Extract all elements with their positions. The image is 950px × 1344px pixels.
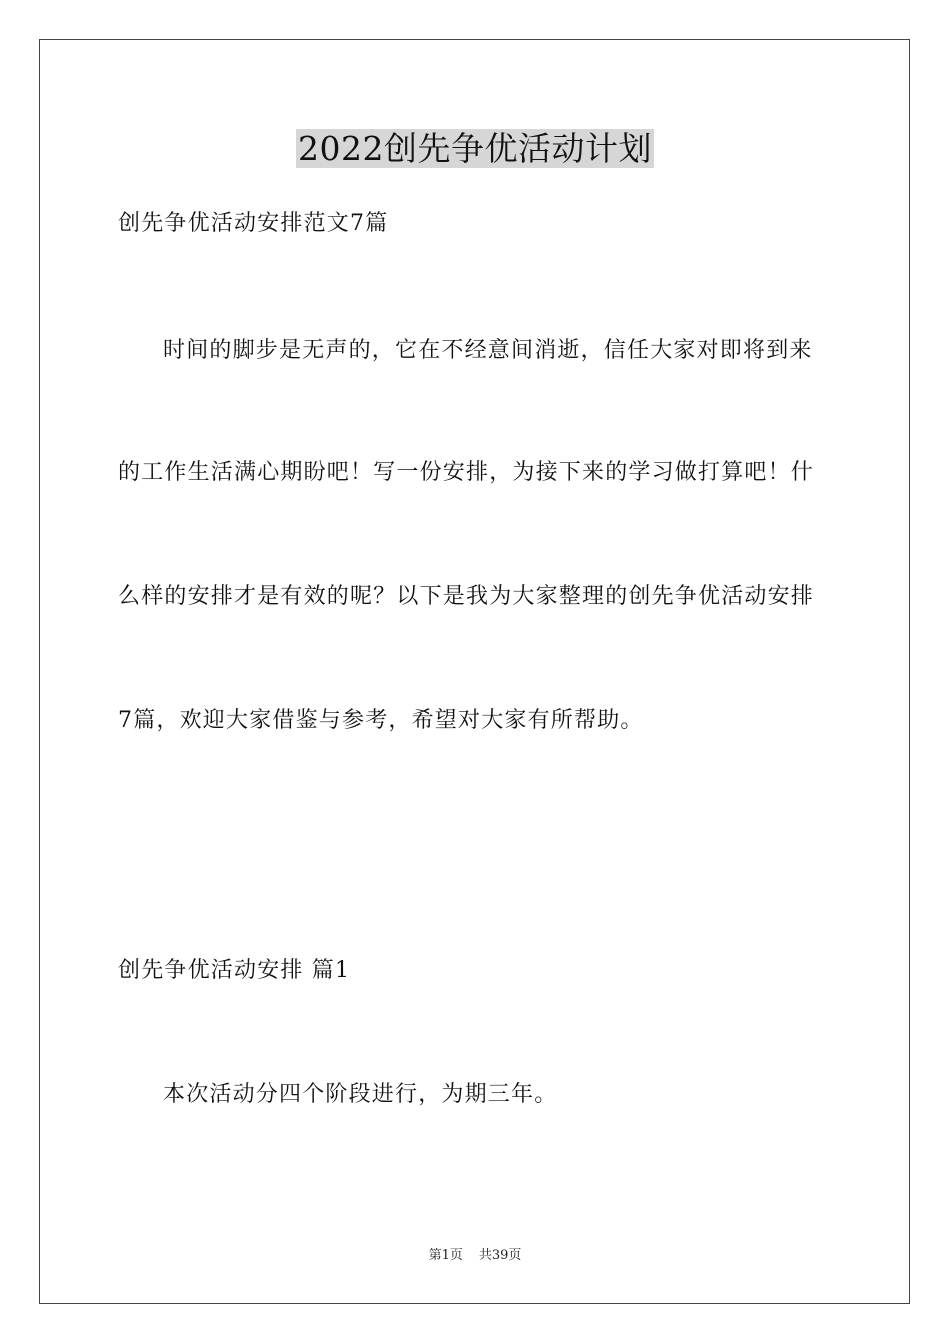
intro-paragraph-line: 7篇，欢迎大家借鉴与参考，希望对大家有所帮助。 [118, 708, 644, 733]
intro-paragraph-line: 的工作生活满心期盼吧！写一份安排，为接下来的学习做打算吧！什 [118, 460, 815, 485]
intro-paragraph-line: 时间的脚步是无声的，它在不经意间消逝，信任大家对即将到来 [163, 338, 813, 363]
page-footer [0, 1247, 950, 1265]
page-number: 第1页 [428, 1248, 463, 1263]
document-title [0, 126, 950, 172]
section-heading: 创先争优活动安排 篇1 [118, 958, 351, 983]
intro-paragraph-line: 么样的安排才是有效的呢？以下是我为大家整理的创先争优活动安排 [118, 584, 815, 609]
document-title-text: 2022创先争优活动计划 [298, 129, 652, 168]
section-paragraph: 本次活动分四个阶段进行，为期三年。 [163, 1082, 558, 1107]
document-subtitle: 创先争优活动安排范文7篇 [118, 211, 389, 236]
page-total: 共39页 [478, 1248, 522, 1263]
